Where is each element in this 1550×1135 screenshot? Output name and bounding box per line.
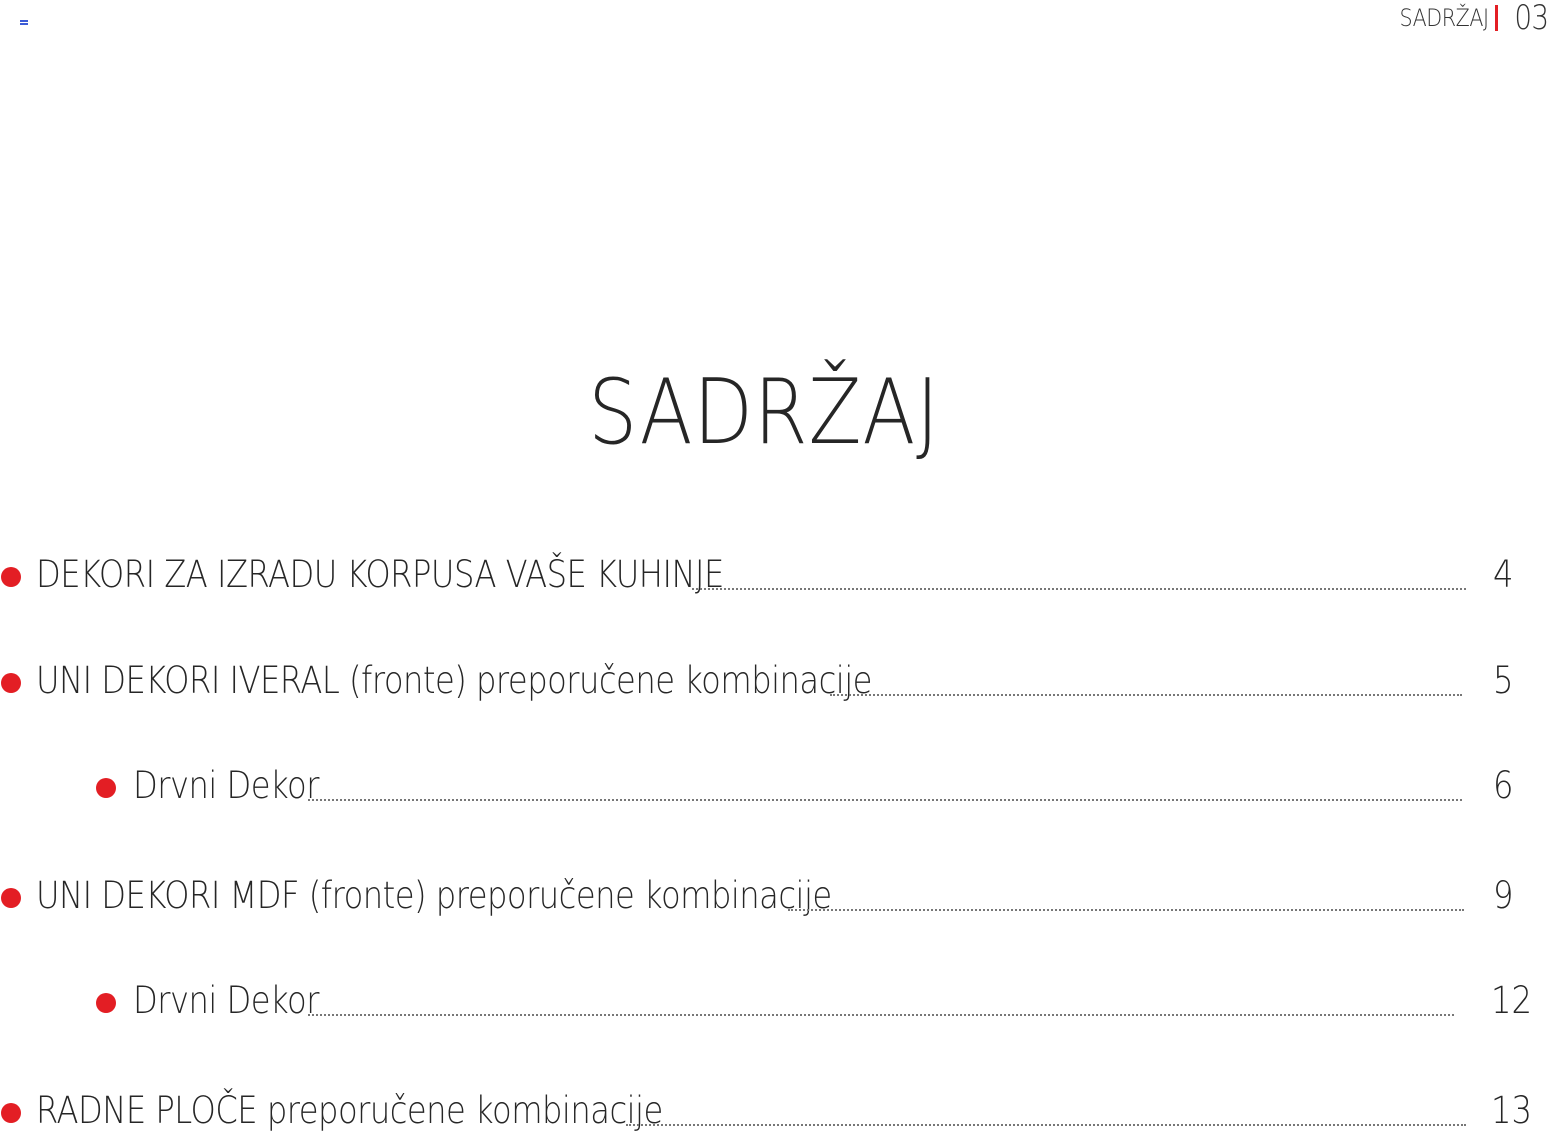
toc-entry-page: 6 [1493, 764, 1514, 807]
bullet-icon [96, 778, 116, 798]
header-section-title: SADRŽAJ [1399, 4, 1489, 32]
toc-entry-label: UNI DEKORI IVERAL (fronte) preporučene kombinacije [36, 659, 872, 702]
header-separator [1495, 5, 1498, 31]
toc-entry-label: RADNE PLOČE preporučene kombinacije [36, 1089, 663, 1132]
page-header [1385, 0, 1550, 36]
toc-leader-dots [830, 694, 1462, 696]
toc-entry-label: Drvni Dekor [133, 764, 319, 807]
toc-entry-label: DEKORI ZA IZRADU KORPUSA VAŠE KUHINJE [36, 553, 724, 596]
toc-entry-page: 13 [1491, 1089, 1532, 1132]
toc-entry-page: 4 [1493, 553, 1514, 596]
bullet-icon [1, 673, 21, 693]
bullet-icon [1, 888, 21, 908]
toc-entry-label: UNI DEKORI MDF (fronte) preporučene kombinacije [36, 874, 832, 917]
toc-entry-label: Drvni Dekor [133, 979, 319, 1022]
bullet-icon [1, 567, 21, 587]
toc-leader-dots [692, 588, 1466, 590]
header-page-number: 03 [1514, 0, 1548, 38]
toc-entry-page: 9 [1493, 874, 1514, 917]
toc-leader-dots [308, 799, 1462, 801]
page-title: SADRŽAJ [588, 360, 940, 465]
toc-leader-dots [626, 1124, 1466, 1126]
bullet-icon [96, 993, 116, 1013]
toc-entry-page: 5 [1493, 659, 1514, 702]
toc-leader-dots [308, 1014, 1454, 1016]
toc-leader-dots [788, 909, 1464, 911]
corner-mark-icon [20, 20, 28, 26]
toc-entry-page: 12 [1491, 979, 1532, 1022]
bullet-icon [1, 1103, 21, 1123]
